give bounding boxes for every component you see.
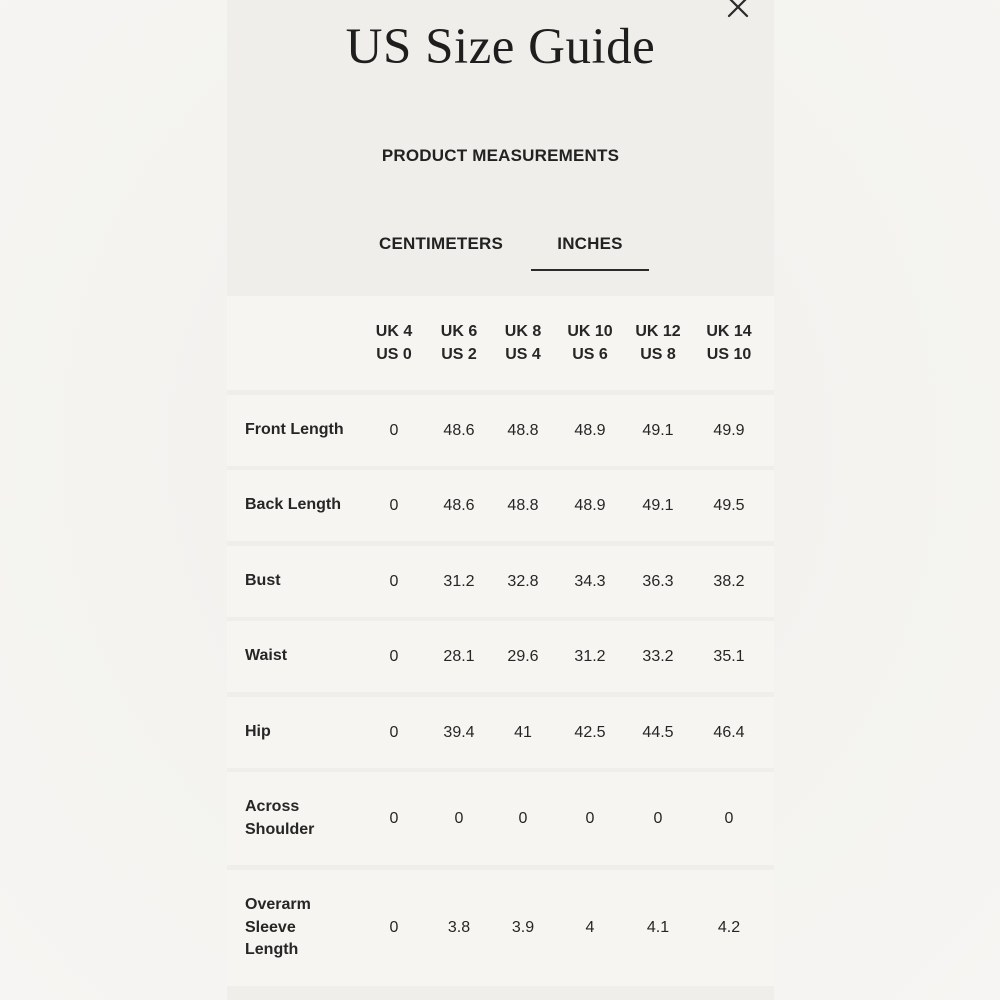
table-cell: 0 [389, 809, 399, 827]
table-cell: 46.4 [713, 723, 745, 741]
table-cell: 41 [514, 723, 532, 741]
size-guide-modal [227, 0, 774, 1000]
table-cell: 0 [389, 919, 399, 936]
column-header-uk: UK 4 [375, 323, 413, 340]
table-cell: 48.6 [443, 496, 475, 514]
table-cell: 38.2 [713, 572, 745, 590]
table-cell: 49.1 [642, 421, 674, 439]
active-tab-underline [531, 269, 649, 271]
section-heading: PRODUCT MEASUREMENTS [381, 146, 620, 165]
table-row [227, 697, 774, 768]
column-header-uk: UK 12 [635, 323, 681, 340]
table-cell: 31.2 [574, 647, 606, 665]
table-cell: 0 [653, 809, 663, 827]
table-header-row [227, 296, 774, 390]
table-cell: 3.9 [511, 919, 535, 936]
table-cell: 0 [389, 421, 399, 439]
table-cell: 49.9 [713, 421, 745, 439]
table-row [227, 621, 774, 692]
table-cell: 31.2 [443, 572, 475, 590]
column-header [628, 296, 688, 390]
column-header [699, 296, 759, 390]
column-header [364, 296, 424, 390]
row-label: Overarm Sleeve Length [245, 896, 311, 959]
table-row [227, 772, 774, 865]
table-cell: 4.2 [717, 919, 741, 936]
row-label: Hip [245, 723, 271, 741]
table-cell: 4 [585, 919, 595, 936]
table-cell: 0 [389, 647, 399, 665]
tab-centimeters[interactable]: CENTIMETERS [378, 234, 504, 253]
table-row [227, 470, 774, 541]
table-cell: 33.2 [642, 647, 674, 665]
row-label: Waist [245, 647, 288, 665]
table-cell: 42.5 [574, 723, 606, 741]
table-cell: 48.6 [443, 421, 475, 439]
table-cell: 39.4 [443, 723, 475, 741]
modal-title: US Size Guide [345, 19, 656, 75]
table-cell: 48.8 [507, 421, 539, 439]
column-header-us: US 10 [706, 346, 752, 363]
column-header-us: US 4 [505, 346, 541, 363]
column-header [560, 296, 620, 390]
column-header-us: US 6 [572, 346, 608, 363]
table-cell: 28.1 [443, 647, 475, 665]
column-header-us: US 2 [441, 346, 477, 363]
table-cell: 49.1 [642, 496, 674, 514]
table-cell: 0 [585, 809, 595, 827]
table-row [227, 395, 774, 466]
tab-inches[interactable]: INCHES [557, 234, 623, 253]
table-cell: 0 [724, 809, 734, 827]
column-header-uk: UK 14 [706, 323, 752, 340]
row-label: Bust [245, 572, 281, 590]
table-cell: 35.1 [713, 647, 745, 665]
table-cell: 48.9 [574, 421, 606, 439]
table-cell: 48.9 [574, 496, 606, 514]
table-cell: 0 [389, 723, 399, 741]
row-label: Front Length [245, 421, 344, 439]
table-cell: 32.8 [507, 572, 539, 590]
column-header-uk: UK 10 [567, 323, 613, 340]
table-cell: 0 [389, 572, 399, 590]
table-cell: 0 [518, 809, 528, 827]
table-cell: 48.8 [507, 496, 539, 514]
column-header-uk: UK 6 [440, 323, 478, 340]
table-cell: 0 [454, 809, 464, 827]
table-cell: 49.5 [713, 496, 745, 514]
row-label: Back Length [245, 496, 342, 514]
column-header [493, 296, 553, 390]
close-button[interactable] [725, 0, 751, 20]
table-cell: 34.3 [574, 572, 606, 590]
column-header [429, 296, 489, 390]
column-header-uk: UK 8 [504, 323, 542, 340]
table-row [227, 546, 774, 617]
column-header-us: US 0 [376, 346, 412, 363]
column-header-us: US 8 [640, 346, 676, 363]
close-icon [725, 0, 751, 20]
table-cell: 4.1 [646, 919, 670, 936]
table-cell: 44.5 [642, 723, 674, 741]
table-cell: 3.8 [447, 919, 471, 936]
row-label: Across Shoulder [245, 798, 315, 838]
table-cell: 36.3 [642, 572, 674, 590]
table-cell: 29.6 [507, 647, 539, 665]
table-row [227, 870, 774, 986]
table-cell: 0 [389, 496, 399, 514]
